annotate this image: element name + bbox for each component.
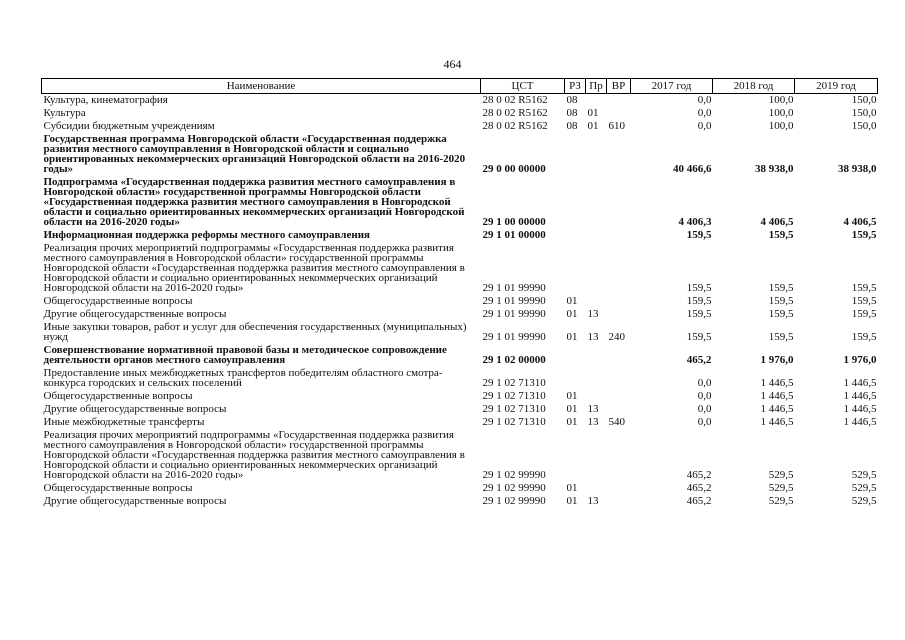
row-rz: [565, 344, 586, 367]
row-rz: 01: [566, 403, 578, 415]
row-name: Другие общегосударственные вопросы: [43, 308, 227, 320]
row-2018: 100,0: [768, 107, 794, 119]
row-cst: 29 1 01 00000: [482, 229, 546, 241]
row-2018: 529,5: [768, 469, 794, 481]
row-pr: [586, 295, 607, 308]
row-rz: 08: [566, 107, 578, 119]
row-pr: [586, 94, 607, 108]
row-2019: 529,5: [851, 495, 877, 507]
row-2018: 529,5: [768, 495, 794, 507]
row-name: Подпрограмма «Государственная поддержка развития местного самоуправления в Новгородской области» государственной программы Новгородской области «Государственная поддержка развития местного самоуправления в Новгородской области и социально ориентированных некоммерческих организаций Новгородской области на 2016-2020 годы»: [43, 176, 465, 228]
row-2018: 4 406,5: [760, 216, 794, 228]
row-pr: [586, 344, 607, 367]
row-2017: 0,0: [697, 107, 712, 119]
row-pr: 13: [587, 331, 599, 343]
row-rz: 01: [566, 390, 578, 402]
header-2019: 2019 год: [795, 79, 878, 94]
row-pr: 01: [587, 107, 599, 119]
row-2019: 1 446,5: [843, 390, 877, 402]
row-name: Предоставление иных межбюджетных трансфертов победителям областного смотра-конкурса городских и сельских поселений: [43, 367, 443, 389]
row-vr: [607, 176, 631, 229]
row-cst: 29 1 01 99990: [482, 282, 546, 294]
row-pr: [586, 429, 607, 482]
row-cst: 28 0 02 R5162: [482, 120, 548, 132]
row-2017: 159,5: [686, 229, 712, 241]
row-name: Культура: [43, 107, 86, 119]
row-vr: [607, 390, 631, 403]
row-pr: 01: [587, 120, 599, 132]
header-vr: ВР: [607, 79, 631, 94]
row-2019: 150,0: [851, 94, 877, 106]
row-cst: 29 1 01 99990: [482, 295, 546, 307]
row-cst: 29 1 02 71310: [482, 403, 546, 415]
row-pr: 13: [587, 416, 599, 428]
row-rz: [565, 367, 586, 390]
row-2019: 1 446,5: [843, 403, 877, 415]
row-cst: 29 1 02 71310: [482, 390, 546, 402]
header-2018: 2018 год: [713, 79, 795, 94]
row-vr: [607, 403, 631, 416]
header-pr: Пр: [586, 79, 607, 94]
row-2017: 0,0: [697, 120, 712, 132]
table-row: [42, 295, 878, 308]
row-2017: 0,0: [697, 390, 712, 402]
table-row: [42, 344, 878, 367]
row-2019: 529,5: [851, 469, 877, 481]
row-2019: 1 446,5: [843, 377, 877, 389]
row-cst: 29 1 02 99990: [482, 469, 546, 481]
table-row: [42, 482, 878, 495]
row-2018: 1 446,5: [760, 390, 794, 402]
row-2017: 159,5: [686, 282, 712, 294]
budget-table: [41, 78, 878, 508]
row-name: Совершенствование нормативной правовой базы и методическое сопровождение деятельности органов местного самоуправления: [43, 344, 447, 366]
row-2018: 159,5: [768, 282, 794, 294]
row-rz: 08: [566, 120, 578, 132]
row-cst: 29 1 02 71310: [482, 377, 546, 389]
row-2018: 38 938,0: [755, 163, 794, 175]
row-rz: [565, 176, 586, 229]
row-rz: 01: [566, 308, 578, 320]
row-2019: 150,0: [851, 107, 877, 119]
row-name: Иные межбюджетные трансферты: [43, 416, 205, 428]
row-pr: [586, 390, 607, 403]
table-row: [42, 403, 878, 416]
row-2018: 1 446,5: [760, 377, 794, 389]
row-2017: 465,2: [686, 354, 712, 366]
row-2018: 100,0: [768, 120, 794, 132]
table-row: [42, 229, 878, 242]
row-vr: [607, 94, 631, 108]
table-row: [42, 242, 878, 295]
row-cst: 28 0 02 R5162: [482, 107, 548, 119]
table-row: [42, 176, 878, 229]
row-2019: 159,5: [851, 331, 877, 343]
row-pr: [586, 367, 607, 390]
row-2018: 100,0: [768, 94, 794, 106]
row-cst: 29 1 02 99990: [482, 482, 546, 494]
row-2019: 1 976,0: [843, 354, 877, 366]
page-number: 464: [443, 57, 462, 71]
row-2018: 159,5: [768, 295, 794, 307]
row-vr: [607, 295, 631, 308]
table-row: [42, 107, 878, 120]
row-name: Государственная программа Новгородской области «Государственная поддержка развития местного самоуправления в Новгородской области и социально ориентированных некоммерческих организаций Новгородской области на 2016-2020 годы»: [43, 133, 466, 175]
header-cst: ЦСТ: [481, 79, 565, 94]
table-header: [42, 79, 878, 94]
row-rz: [565, 229, 586, 242]
row-pr: 13: [587, 495, 599, 507]
row-rz: 01: [566, 331, 578, 343]
row-2019: 159,5: [851, 282, 877, 294]
row-name: Другие общегосударственные вопросы: [43, 495, 227, 507]
row-pr: [586, 176, 607, 229]
row-2019: 38 938,0: [838, 163, 877, 175]
row-vr: [607, 482, 631, 495]
table-row: [42, 321, 878, 344]
row-name: Общегосударственные вопросы: [43, 482, 193, 494]
row-cst: 29 1 02 99990: [482, 495, 546, 507]
row-cst: 29 0 00 00000: [482, 163, 546, 175]
row-name: Общегосударственные вопросы: [43, 390, 193, 402]
table-row: [42, 416, 878, 429]
row-cst: 29 1 00 00000: [482, 216, 546, 228]
row-name: Реализация прочих мероприятий подпрограммы «Государственная поддержка развития местного самоуправления в Новгородской области» государственной программы Новгородской области «Государственная поддержка развития местного самоуправления в Новгородской области и социально ориентированных некоммерческих организаций Новгородской области на 2016-2020 годы»: [43, 242, 465, 294]
table-row: [42, 308, 878, 321]
row-vr: [607, 107, 631, 120]
header-rz: РЗ: [565, 79, 586, 94]
row-vr: [607, 242, 631, 295]
row-2019: 150,0: [851, 120, 877, 132]
row-2017: 159,5: [686, 295, 712, 307]
table-row: [42, 120, 878, 133]
row-2018: 1 976,0: [760, 354, 794, 366]
row-vr: [607, 429, 631, 482]
row-pr: 13: [587, 403, 599, 415]
row-2019: 529,5: [851, 482, 877, 494]
row-cst: 29 1 01 99990: [482, 308, 546, 320]
table-row: [42, 94, 878, 108]
table-body: [42, 94, 878, 509]
row-vr: 540: [608, 416, 625, 428]
row-2018: 1 446,5: [760, 403, 794, 415]
row-pr: [586, 229, 607, 242]
header-name: Наименование: [42, 79, 481, 94]
row-name: Информационная поддержка реформы местного самоуправления: [43, 229, 370, 241]
row-2018: 159,5: [768, 308, 794, 320]
row-vr: 240: [608, 331, 625, 343]
row-rz: [565, 133, 586, 176]
row-rz: 08: [566, 94, 578, 106]
row-2017: 0,0: [697, 94, 712, 106]
row-cst: 29 1 01 99990: [482, 331, 546, 343]
row-cst: 29 1 02 00000: [482, 354, 546, 366]
table-row: [42, 429, 878, 482]
row-name: Иные закупки товаров, работ и услуг для обеспечения государственных (муниципальных) нужд: [43, 321, 467, 343]
row-name: Другие общегосударственные вопросы: [43, 403, 227, 415]
row-2019: 159,5: [851, 308, 877, 320]
row-2017: 40 466,6: [673, 163, 712, 175]
row-name: Культура, кинематография: [43, 94, 168, 106]
row-rz: 01: [566, 482, 578, 494]
row-2017: 465,2: [686, 469, 712, 481]
row-2017: 0,0: [697, 416, 712, 428]
row-2019: 1 446,5: [843, 416, 877, 428]
row-2018: 1 446,5: [760, 416, 794, 428]
row-rz: 01: [566, 295, 578, 307]
row-rz: 01: [566, 495, 578, 507]
row-2017: 0,0: [697, 403, 712, 415]
row-2017: 159,5: [686, 331, 712, 343]
row-name: Реализация прочих мероприятий подпрограммы «Государственная поддержка развития местного самоуправления в Новгородской области» государственной программы Новгородской области «Государственная поддержка развития местного самоуправления в Новгородской области и социально ориентированных некоммерческих организаций Новгородской области на 2016-2020 годы»: [43, 429, 465, 481]
row-2018: 529,5: [768, 482, 794, 494]
header-2017: 2017 год: [631, 79, 713, 94]
row-pr: [586, 133, 607, 176]
row-name: Общегосударственные вопросы: [43, 295, 193, 307]
row-2018: 159,5: [768, 331, 794, 343]
row-cst: 29 1 02 71310: [482, 416, 546, 428]
row-vr: [607, 229, 631, 242]
row-vr: [607, 367, 631, 390]
row-vr: 610: [608, 120, 625, 132]
row-rz: [565, 429, 586, 482]
row-name: Субсидии бюджетным учреждениям: [43, 120, 215, 132]
row-2017: 465,2: [686, 495, 712, 507]
row-vr: [607, 344, 631, 367]
row-vr: [607, 133, 631, 176]
table-row: [42, 133, 878, 176]
row-rz: [565, 242, 586, 295]
row-pr: [586, 242, 607, 295]
table-row: [42, 367, 878, 390]
row-vr: [607, 495, 631, 508]
row-2019: 159,5: [851, 295, 877, 307]
row-pr: 13: [587, 308, 599, 320]
table-row: [42, 390, 878, 403]
row-2018: 159,5: [768, 229, 794, 241]
row-2017: 159,5: [686, 308, 712, 320]
row-cst: 28 0 02 R5162: [482, 94, 548, 106]
table-row: [42, 495, 878, 508]
row-2019: 4 406,5: [843, 216, 877, 228]
row-2017: 465,2: [686, 482, 712, 494]
row-vr: [607, 308, 631, 321]
row-rz: 01: [566, 416, 578, 428]
row-pr: [586, 482, 607, 495]
row-2019: 159,5: [851, 229, 877, 241]
row-2017: 0,0: [697, 377, 712, 389]
row-2017: 4 406,3: [678, 216, 712, 228]
